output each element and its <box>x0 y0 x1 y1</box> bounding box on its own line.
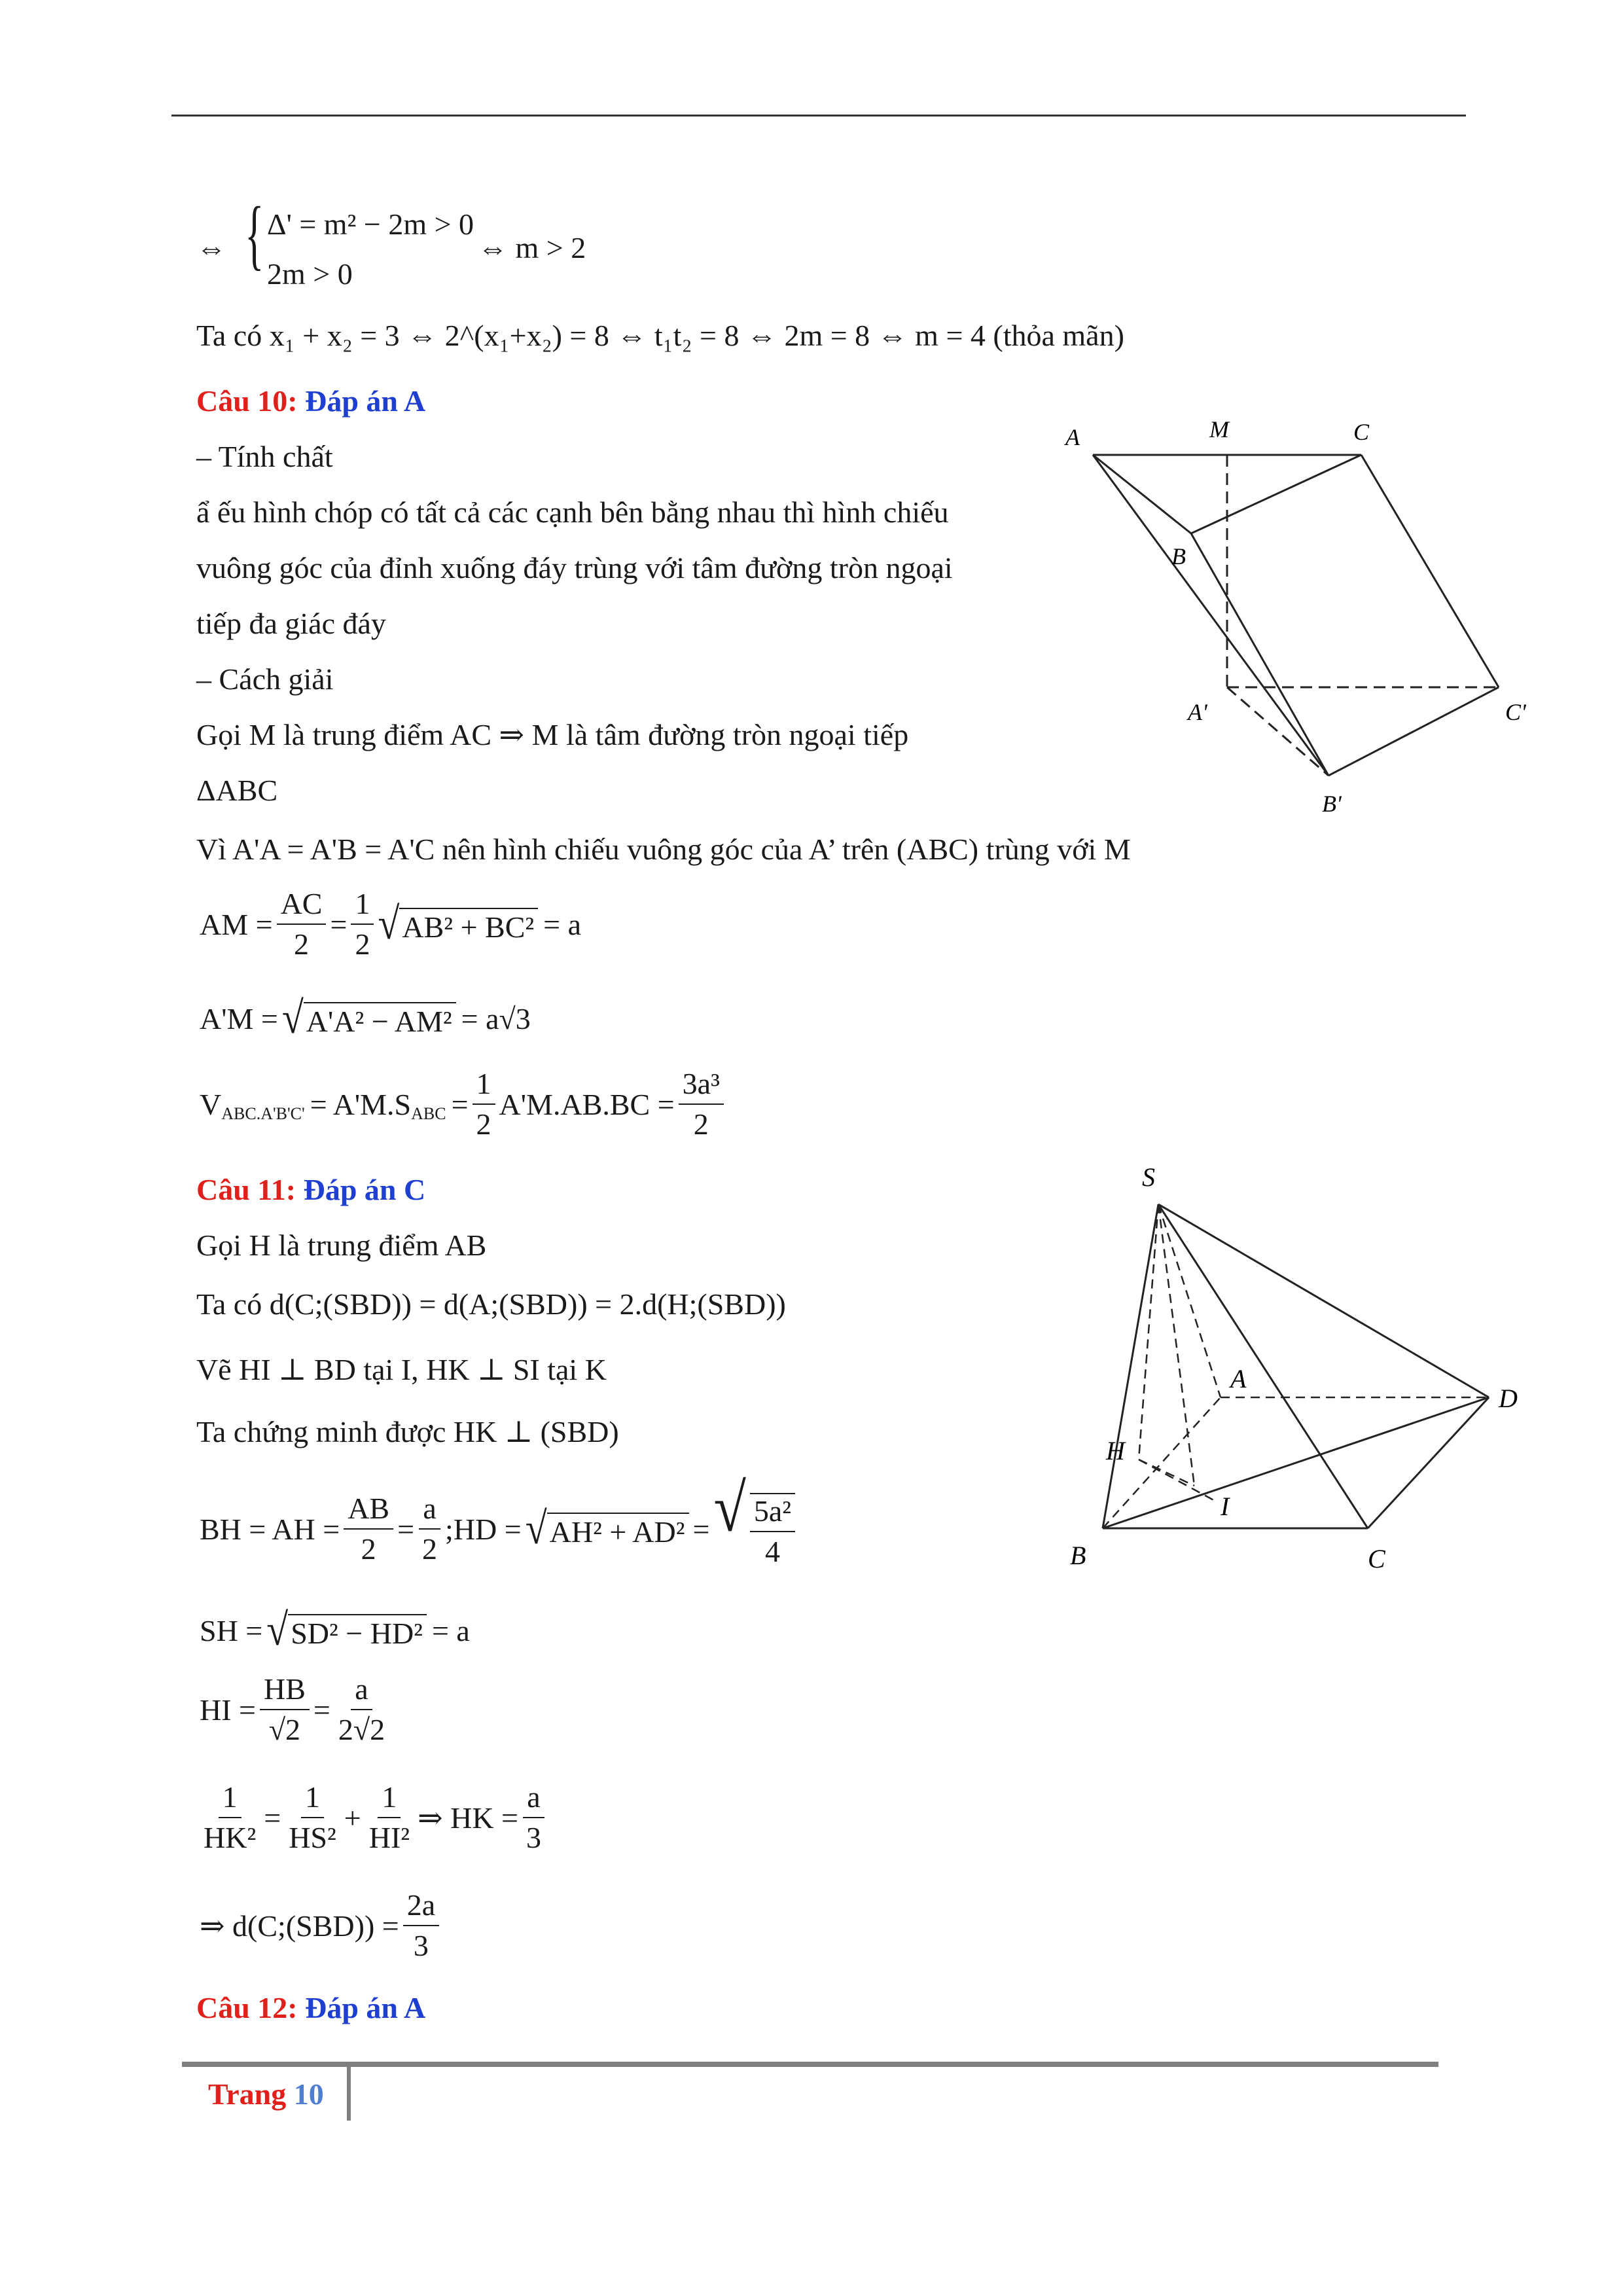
q10-line-1: ẩ ếu hình chóp có tất cả các cạnh bên bằng nhau thì hình chiếu <box>196 495 949 529</box>
q10-am2-formula: A'M = √ A'A² − AM² = a√3 <box>200 993 531 1043</box>
footer-rule <box>182 2062 1438 2067</box>
q11-label: Câu 11: <box>196 1173 296 1206</box>
q10-volume-formula: V ABC.A'B'C' = A'M.S ABC = $\frac{1}{2}$ A'M.AB.BC = $\frac{\text{3a³}}{2}$ <box>200 1067 728 1141</box>
q10-line-4: – Cách giải <box>196 662 334 696</box>
q10-fig-label-M: M <box>1209 416 1229 442</box>
q10-prism-figure <box>1034 393 1558 825</box>
q10-line-5: Gọi M là trung điểm AC ⇒ M là tâm đường tròn ngoại tiếp <box>196 718 909 751</box>
page-number <box>208 2076 324 2113</box>
q10-fig-label-C: C <box>1353 419 1370 445</box>
q11-fig-label-S: S <box>1142 1162 1155 1192</box>
q10-fig-label-A: A <box>1065 424 1080 450</box>
q10-label: Câu 10: <box>196 384 298 418</box>
q10-fig-label-A1: A' <box>1188 699 1207 725</box>
q11-line-4: Ta chứng minh được HK ⊥ (SBD) <box>196 1415 619 1448</box>
footer-divider <box>347 2067 351 2121</box>
q11-final-formula: ⇒ d(C;(SBD)) = $\frac{2a}{3}$ <box>200 1888 443 1963</box>
q12-label: Câu 12: <box>196 1991 298 2024</box>
footer-word: Trang <box>208 2077 287 2111</box>
q12-heading <box>196 1990 425 2026</box>
q11-fig-label-A: A <box>1230 1364 1247 1393</box>
q11-heading <box>196 1172 425 1208</box>
q10-line-0: – Tính chất <box>196 440 333 473</box>
q10-fig-label-B: B <box>1171 543 1186 569</box>
q10-fig-label-B1: B' <box>1322 791 1342 817</box>
q9-ta-co: Ta có x₁ + x₂ = 3 ⇔ 2^(x₁+x₂) = 8 ⇔ t₁t₂ = 8 ⇔ 2m = 8 ⇔ m = 4 (thỏa mãn) <box>196 319 1124 352</box>
q11-fig-label-H: H <box>1106 1436 1125 1465</box>
q11-sh-formula: SH = √ SD² − HD² = a <box>200 1605 470 1655</box>
q11-fig-label-I: I <box>1221 1492 1230 1521</box>
q11-fig-label-C: C <box>1368 1544 1385 1573</box>
q11-hk-formula: $\frac{1}{\text{HK²}}$ = $\frac{1}{\text{HS²}}$ + $\frac{1}{\text{HI²}}$ ⇒ HK = $\frac{a}{3}$ <box>200 1780 549 1855</box>
q9-sys-line2: 2m > 0 <box>267 257 353 291</box>
q10-heading <box>196 383 425 420</box>
q9-result: ⇔ m > 2 <box>478 231 586 264</box>
q9-equiv: ⇔ <box>196 231 226 264</box>
q12-answer: Đáp án A <box>305 1991 426 2024</box>
q11-fig-label-B: B <box>1070 1541 1086 1570</box>
q11-fig-label-D: D <box>1499 1384 1518 1413</box>
q10-fig-label-C1: C' <box>1505 699 1526 725</box>
q10-line-7: Vì A'A = A'B = A'C nên hình chiếu vuông góc của A’ trên (ABC) trùng với M <box>196 833 1131 866</box>
footer-number: 10 <box>293 2077 324 2111</box>
q11-line-1: Gọi H là trung điểm AB <box>196 1229 487 1262</box>
q10-line-2: vuông góc của đỉnh xuống đáy trùng với tâm đường tròn ngoại <box>196 551 953 584</box>
q11-pyramid-figure <box>1041 1152 1564 1584</box>
q10-line-3: tiếp đa giác đáy <box>196 607 386 640</box>
q11-line-3: Vẽ HI ⊥ BD tại I, HK ⊥ SI tại K <box>196 1353 607 1386</box>
q9-sys-line1: Δ' = m² − 2m > 0 <box>267 207 474 241</box>
q11-bh-formula: BH = AH = $\frac{AB}{2}$ = $\frac{a}{2}$ ;HD = √ AH² + AD² = √ $\frac{\text{5a²}}{4}$ <box>200 1489 799 1569</box>
q11-answer: Đáp án C <box>303 1173 426 1206</box>
q10-line-6: ΔABC <box>196 774 278 807</box>
header-rule <box>171 115 1466 117</box>
q11-line-2: Ta có d(C;(SBD)) = d(A;(SBD)) = 2.d(H;(SBD)) <box>196 1287 786 1321</box>
q10-answer: Đáp án A <box>305 384 426 418</box>
q11-hi-formula: HI = $\frac{HB}{√2}$ = $\frac{a}{2√2}$ <box>200 1672 385 1746</box>
q10-am-formula: AM = $\frac{AC}{2}$ = $\frac{1}{2}$ √ AB² + BC² = a <box>200 887 582 961</box>
